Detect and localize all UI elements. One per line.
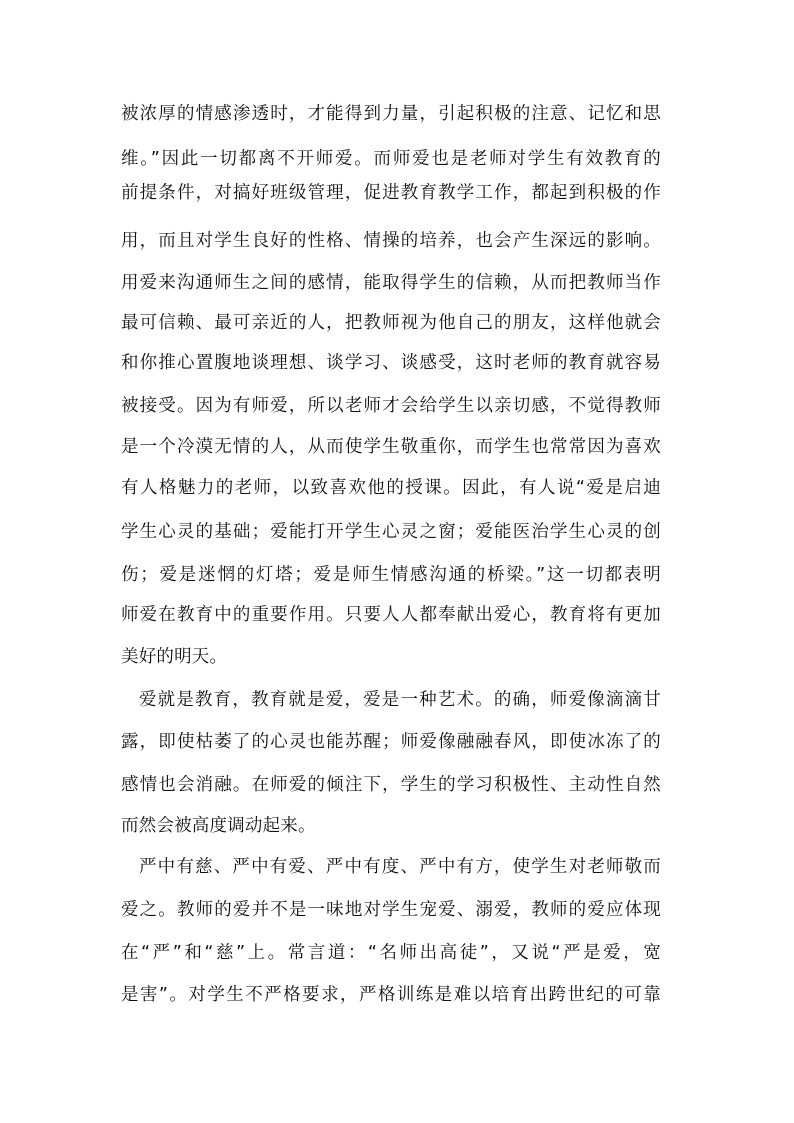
paragraph-line: 爱之。教师的爱并不是一味地对学生宠爱、溺爱，教师的爱应体现 <box>121 900 661 920</box>
paragraph-line: 和你推心置腹地谈理想、谈学习、谈感受，这时老师的教育就容易 <box>121 353 661 373</box>
paragraph-line: 有人格魅力的老师，以致喜欢他的授课。因此，有人说“爱是启迪 <box>121 478 661 498</box>
paragraph-line: 严中有慈、严中有爱、严中有度、严中有方，使学生对老师敬而 <box>139 857 661 877</box>
paragraph-line: 露，即使枯萎了的心灵也能苏醒；师爱像融融春风，即使冰冻了的 <box>121 732 661 752</box>
paragraph-line: 被接受。因为有师爱，所以老师才会给学生以亲切感，不觉得教师 <box>121 396 661 416</box>
paragraph-line: 在“严”和“慈”上。常言道：“名师出高徒”，又说“严是爱，宽 <box>121 943 661 963</box>
paragraph-line: 而然会被高度调动起来。 <box>121 816 316 836</box>
paragraph-line: 前提条件，对搞好班级管理，促进教育教学工作，都起到积极的作 <box>121 183 661 203</box>
paragraph-line: 美好的明天。 <box>121 647 228 667</box>
paragraph-line: 被浓厚的情感渗透时，才能得到力量，引起积极的注意、记忆和思 <box>121 104 661 124</box>
paragraph-line: 伤；爱是迷惘的灯塔；爱是师生情感沟通的桥梁。”这一切都表明 <box>121 565 661 585</box>
paragraph-line: 师爱在教育中的重要作用。只要人人都奉献出爱心，教育将有更加 <box>121 605 661 625</box>
paragraph-line: 最可信赖、最可亲近的人，把教师视为他自己的朋友，这样他就会 <box>121 313 661 333</box>
paragraph-line: 用爱来沟通师生之间的感情，能取得学生的信赖，从而把教师当作 <box>121 273 661 293</box>
paragraph-line: 是害”。对学生不严格要求，严格训练是难以培育出跨世纪的可靠 <box>121 985 661 1005</box>
paragraph-line: 是一个冷漠无情的人，从而使学生敬重你，而学生也常常因为喜欢 <box>121 437 661 457</box>
paragraph-line: 学生心灵的基础；爱能打开学生心灵之窗；爱能医治学生心灵的创 <box>121 522 661 542</box>
paragraph-line: 用，而且对学生良好的性格、情操的培养，也会产生深远的影响。 <box>121 231 661 251</box>
paragraph-line: 感情也会消融。在师爱的倾注下，学生的学习积极性、主动性自然 <box>121 775 661 795</box>
paragraph-line: 维。”因此一切都离不开师爱。而师爱也是老师对学生有效教育的 <box>121 149 661 169</box>
paragraph-line: 爱就是教育，教育就是爱，爱是一种艺术。的确，师爱像滴滴甘 <box>139 690 661 710</box>
